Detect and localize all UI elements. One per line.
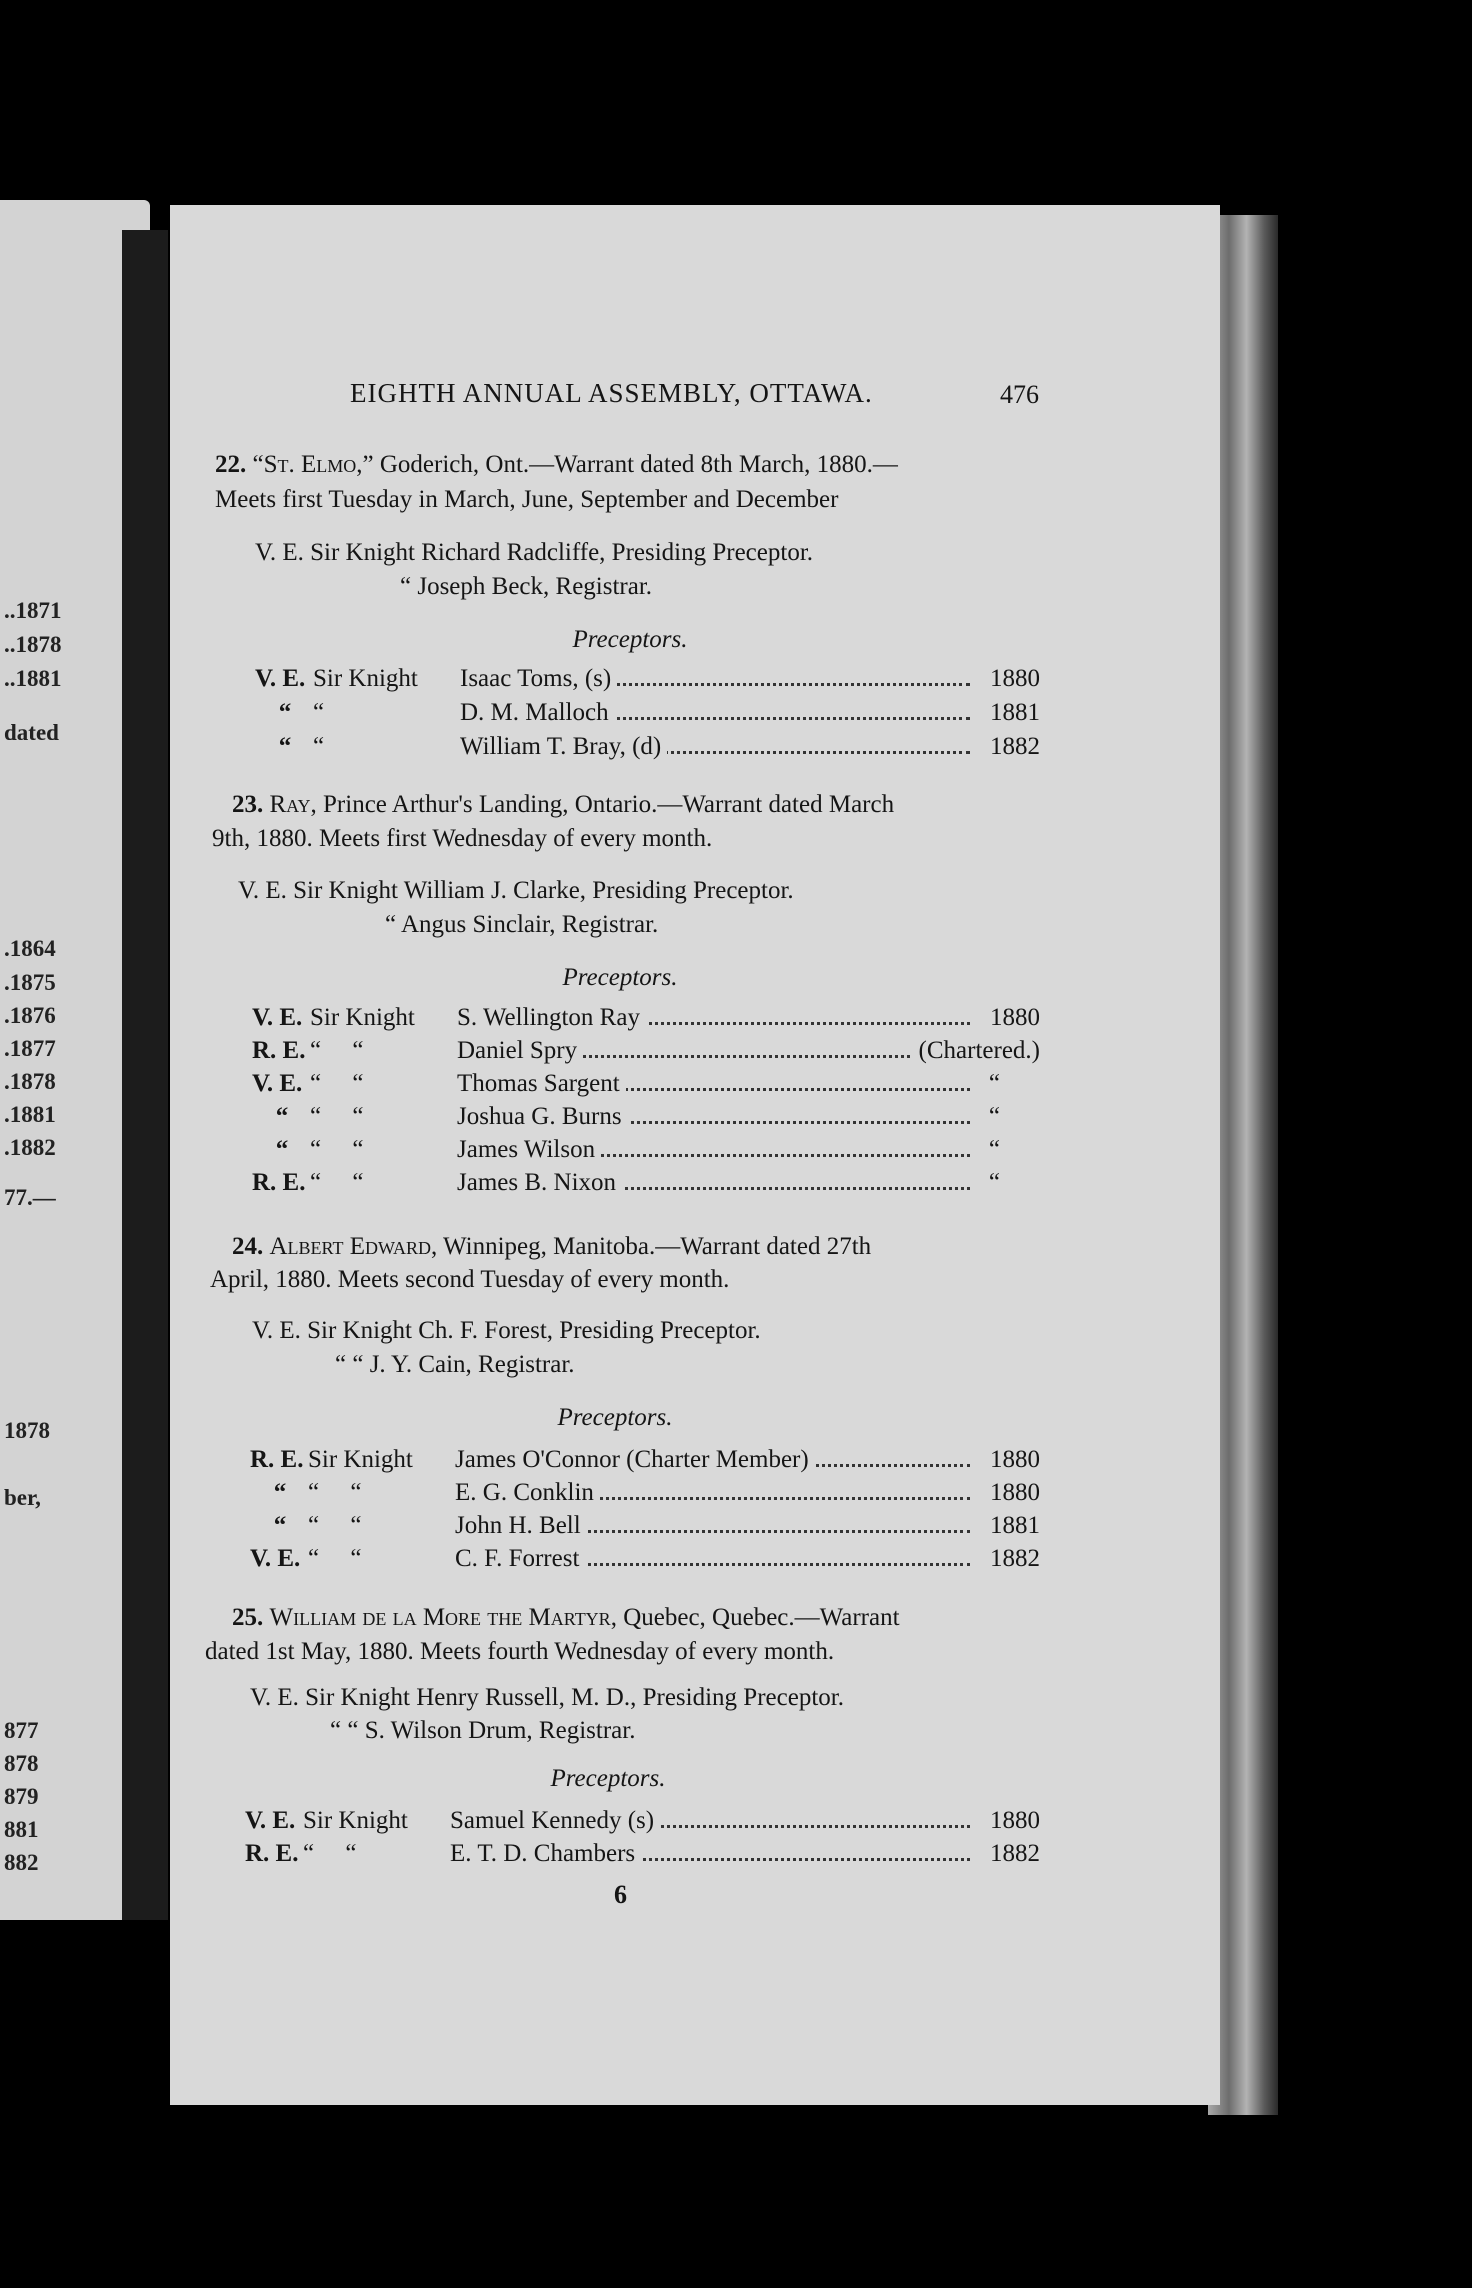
left-fragment: .1881 (4, 1102, 56, 1127)
preceptor-title: “ (275, 1103, 289, 1130)
preceptor-rank: “ “ (308, 1512, 362, 1539)
entry-number: 25. (232, 1604, 264, 1631)
preceptor-rank: Sir Knight (313, 665, 418, 692)
left-fragment: .1864 (4, 936, 56, 961)
left-fragment: ..1871 (4, 598, 62, 623)
entry-23-presiding: V. E. Sir Knight William J. Clarke, Presiding Preceptor. (238, 877, 794, 904)
running-head: EIGHTH ANNUAL ASSEMBLY, OTTAWA. (350, 378, 873, 408)
preceptor-rank: “ “ (303, 1840, 357, 1867)
left-fragment: .1882 (4, 1135, 56, 1160)
left-fragment: dated (4, 720, 59, 745)
left-fragment: 882 (4, 1850, 39, 1875)
preceptor-name: John H. Bell (455, 1512, 587, 1539)
preceptor-title: V. E. (252, 1070, 303, 1097)
entry-24-heading (232, 1232, 1062, 1262)
preceptor-title: “ (278, 699, 292, 726)
preceptor-year: 1880 (984, 1004, 1040, 1032)
preceptor-row (252, 1004, 1040, 1034)
entry-23-heading (232, 790, 1062, 820)
preceptor-name: Daniel Spry (457, 1037, 583, 1064)
preceptor-row (252, 1103, 1040, 1133)
left-fragment: 879 (4, 1784, 39, 1809)
entry-25-heading (232, 1603, 1062, 1633)
preceptor-row (255, 699, 1040, 729)
entry-24-meets: April, 1880. Meets second Tuesday of every month. (210, 1266, 730, 1293)
preceptor-title: “ (273, 1479, 287, 1506)
preceptor-rank: Sir Knight (308, 1446, 413, 1473)
entry-23-meets: 9th, 1880. Meets first Wednesday of every month. (212, 825, 713, 852)
entry-23-registrar: “ Angus Sinclair, Registrar. (385, 911, 659, 938)
preceptor-title: V. E. (255, 665, 306, 692)
entry-22-presiding: V. E. Sir Knight Richard Radcliffe, Presiding Preceptor. (255, 539, 814, 566)
preceptor-name: James B. Nixon (457, 1169, 622, 1196)
entry-25-preceptors-heading: Preceptors. (550, 1765, 666, 1792)
preceptor-year: 1881 (984, 699, 1040, 727)
preceptor-rank: “ “ (310, 1037, 364, 1064)
preceptor-year: 1880 (984, 1807, 1040, 1835)
preceptor-title: “ (273, 1512, 287, 1539)
entry-24-preceptors-heading: Preceptors. (557, 1404, 673, 1431)
preceptor-title: V. E. (252, 1004, 303, 1031)
preceptor-year: “ (983, 1169, 1000, 1197)
preceptor-rank: “ “ (308, 1479, 362, 1506)
preceptor-year: 1880 (984, 1479, 1040, 1507)
left-fragment: .1877 (4, 1036, 56, 1061)
preceptor-row (245, 1840, 1040, 1870)
preceptor-rank: “ (313, 699, 325, 726)
preceptor-name: C. F. Forrest (455, 1545, 585, 1572)
entry-24-registrar: “ “ J. Y. Cain, Registrar. (335, 1351, 575, 1378)
entry-name: “St. Elmo,” (252, 451, 374, 478)
entry-place: Goderich, Ont.—Warrant dated 8th March, 1880.— (373, 451, 898, 478)
left-fragment: 881 (4, 1817, 39, 1842)
preceptor-rank: “ “ (308, 1545, 362, 1572)
preceptor-row (252, 1037, 1040, 1067)
entry-22-registrar: “ Joseph Beck, Registrar. (400, 573, 653, 600)
entry-22-meets: Meets first Tuesday in March, June, September and December (215, 486, 839, 513)
preceptor-name: James Wilson (457, 1136, 601, 1163)
entry-name: Albert Edward, (269, 1233, 438, 1260)
preceptor-row (255, 665, 1040, 695)
left-fragment: 77.— (4, 1185, 56, 1210)
preceptor-title: V. E. (245, 1807, 296, 1834)
left-fragment: ber, (4, 1485, 41, 1510)
preceptor-title: R. E. (252, 1169, 306, 1196)
preceptor-name: Joshua G. Burns (457, 1103, 628, 1130)
preceptor-row (252, 1169, 1040, 1199)
left-fragment: ..1881 (4, 666, 62, 691)
preceptor-rank: “ “ (310, 1103, 364, 1130)
entry-25-registrar: “ “ S. Wilson Drum, Registrar. (330, 1717, 636, 1744)
entry-place: Winnipeg, Manitoba.—Warrant dated 27th (437, 1233, 872, 1260)
preceptor-name: D. M. Malloch (460, 699, 615, 726)
entry-23-preceptors-heading: Preceptors. (562, 964, 678, 991)
preceptor-row (255, 733, 1040, 763)
preceptor-title: R. E. (245, 1840, 299, 1867)
entry-number: 22. (215, 451, 247, 478)
preceptor-year: “ (983, 1070, 1000, 1098)
preceptor-year: 1880 (984, 1446, 1040, 1474)
preceptor-row (252, 1070, 1040, 1100)
signature-mark: 6 (614, 1880, 627, 1909)
preceptor-row (245, 1807, 1040, 1837)
preceptor-rank: “ “ (310, 1169, 364, 1196)
preceptor-name: E. T. D. Chambers (450, 1840, 641, 1867)
preceptor-name: James O'Connor (Charter Member) (455, 1446, 815, 1473)
left-fragment: .1876 (4, 1003, 56, 1028)
preceptor-name: S. Wellington Ray (457, 1004, 646, 1031)
preceptor-row (250, 1545, 1040, 1575)
book-gutter (122, 230, 168, 1920)
preceptor-rank: “ “ (310, 1136, 364, 1163)
preceptor-name: Thomas Sargent (457, 1070, 626, 1097)
left-fragment: ..1878 (4, 632, 62, 657)
entry-25-meets: dated 1st May, 1880. Meets fourth Wednesday of every month. (205, 1638, 835, 1665)
entry-place: Prince Arthur's Landing, Ontario.—Warrant dated March (316, 791, 895, 818)
preceptor-name: Samuel Kennedy (s) (450, 1807, 660, 1834)
left-fragment: .1878 (4, 1069, 56, 1094)
preceptor-year: 1882 (984, 1840, 1040, 1868)
left-fragment: 878 (4, 1751, 39, 1776)
preceptor-rank: “ “ (310, 1070, 364, 1097)
entry-name: William de la More the Martyr, (269, 1604, 617, 1631)
entry-24-presiding: V. E. Sir Knight Ch. F. Forest, Presiding Preceptor. (252, 1317, 761, 1344)
entry-name: Ray, (269, 791, 317, 818)
entry-number: 23. (232, 791, 264, 818)
preceptor-name: William T. Bray, (d) (460, 733, 667, 760)
preceptor-row (250, 1446, 1040, 1476)
preceptor-name: Isaac Toms, (s) (460, 665, 617, 692)
entry-25-presiding: V. E. Sir Knight Henry Russell, M. D., Presiding Preceptor. (250, 1684, 844, 1711)
preceptor-row (252, 1136, 1040, 1166)
preceptor-row (250, 1512, 1040, 1542)
preceptor-year: “ (983, 1136, 1000, 1164)
entry-22-heading (215, 450, 1045, 480)
entry-place: Quebec, Quebec.—Warrant (616, 1604, 900, 1631)
preceptor-year: “ (983, 1103, 1000, 1131)
page-number: 476 (1000, 380, 1039, 409)
left-fragment: .1875 (4, 970, 56, 995)
entry-number: 24. (232, 1233, 264, 1260)
preceptor-title: R. E. (250, 1446, 304, 1473)
preceptor-rank: Sir Knight (303, 1807, 408, 1834)
preceptor-title: “ (275, 1136, 289, 1163)
preceptor-row (250, 1479, 1040, 1509)
preceptor-title: V. E. (250, 1545, 301, 1572)
left-fragment: 877 (4, 1718, 39, 1743)
preceptor-rank: Sir Knight (310, 1004, 415, 1031)
preceptor-year: 1882 (984, 1545, 1040, 1573)
preceptor-name: E. G. Conklin (455, 1479, 600, 1506)
preceptor-year: 1880 (984, 665, 1040, 693)
preceptor-year: 1881 (984, 1512, 1040, 1540)
left-fragment: 1878 (4, 1418, 50, 1443)
preceptor-year: (Chartered.) (913, 1037, 1040, 1065)
preceptor-title: R. E. (252, 1037, 306, 1064)
preceptor-year: 1882 (984, 733, 1040, 761)
preceptor-title: “ (278, 733, 292, 760)
preceptor-rank: “ (313, 733, 325, 760)
entry-22-preceptors-heading: Preceptors. (572, 626, 688, 653)
